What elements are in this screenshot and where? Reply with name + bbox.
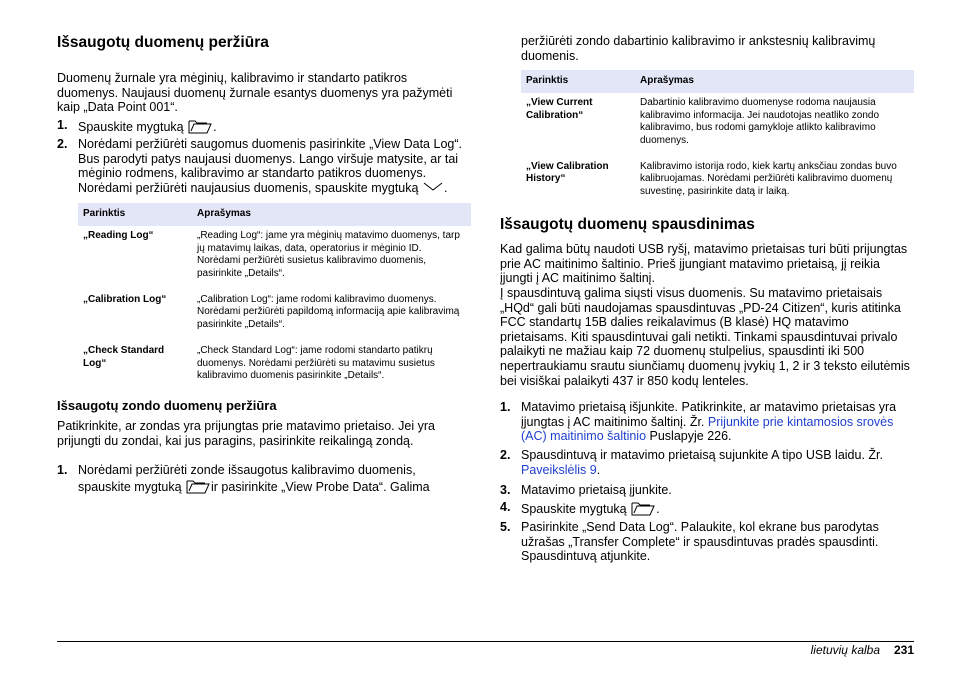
table-row: „View Current Calibration“ Dabartinio kalibravimo duomenyse rodoma naujausia kalibravimo informacija. Jei naudotojas neatliko zondo kalibravimo, bus rodomi gamykloje atlikto kalibravimo duomenys. <box>526 97 880 146</box>
footer-divider <box>57 641 914 642</box>
table-row: „Calibration Log“ „Calibration Log“: jame rodomi kalibravimo duomenys. Norėdami peržiūrėti papildomą informaciją apie kalibravimą pasirinkite „Details“. <box>83 294 460 330</box>
figure-9-link[interactable]: Paveikslėlis 9 <box>521 462 597 477</box>
print-step-3: 3. Matavimo prietaisą įjunkite. <box>500 483 672 497</box>
section-heading-probe: Išsaugotų zondo duomenų peržiūra <box>57 398 277 413</box>
table-row: „View Calibration History“ Kalibravimo istorija rodo, kiek kartų anksčiau zondas buvo kalibruojamas. Norėdami peržiūrėti kalibravimo duomenų suvestinę, pasirinkite datą ir laiką. <box>526 161 897 197</box>
log-options-table <box>78 203 471 387</box>
table-row: „Check Standard Log“ „Check Standard Log“: jame rodomi standarto patikrų duomenys. Norėdami peržiūrėti su matavimu susietus kalibravimo duomenis pasirinkite „Details“. <box>83 345 435 382</box>
review-paragraph: Duomenų žurnale yra mėginių, kalibravimo ir standarto patikros duomenys. Naujausi duomenų žurnale esantys duomenys yra pažymėti kaip „Data Point 001“. <box>57 71 453 115</box>
print-step-4: 4. Spauskite mygtuką . <box>500 500 660 516</box>
section-heading-print: Išsaugotų duomenų spausdinimas <box>500 216 755 233</box>
table-header-description: Aprašymas <box>635 70 914 93</box>
probe-options-table <box>521 70 914 203</box>
ac-power-link[interactable]: Prijunkite prie kintamosios srovės (AC) maitinimo šaltinio <box>521 414 894 444</box>
probe-step-1: 1. Norėdami peržiūrėti zonde išsaugotus kalibravimo duomenis, spauskite mygtuką ir pasirinkite „View Probe Data“. Galima <box>57 463 430 494</box>
probe-paragraph: Patikrinkite, ar zondas yra prijungtas prie matavimo prietaiso. Jei yra prijungti du zondai, kai jus paragins, pasirinkite reikalingą zondą. <box>57 419 435 448</box>
page-number: 231 <box>893 643 914 657</box>
probe-continuation: peržiūrėti zondo dabartinio kalibravimo ir ankstesnių kalibravimų duomenis. <box>521 34 876 63</box>
table-header-description: Aprašymas <box>192 203 471 226</box>
folder-icon <box>188 118 212 134</box>
print-step-1: 1. Matavimo prietaisą išjunkite. Patikrinkite, ar matavimo prietaisas yra įjungtas į AC maitinimo šaltinį. Žr. Prijunkite prie kintamosios srovės (AC) maitinimo šaltinio Puslapyje 226. <box>500 400 897 444</box>
review-step-1: 1. Spauskite mygtuką . <box>57 118 217 134</box>
print-step-2: 2. Spausdintuvą ir matavimo prietaisą sujunkite A tipo USB laidu. Žr. Paveikslėlis 9. <box>500 448 883 477</box>
section-heading-review: Išsaugotų duomenų peržiūra <box>57 34 269 51</box>
folder-icon <box>631 500 655 516</box>
review-step-2: 2. Norėdami peržiūrėti saugomus duomenis pasirinkite „View Data Log“. Bus parodyti patys naujausi duomenys. Lango viršuje matysite, ar tai mėginio rodmens, kalibravimo ar standarto patikros duomenys. Norėdami peržiūrėti naujausius duomenis, spauskite mygtuką . <box>57 137 462 195</box>
table-header-option: Parinktis <box>78 203 192 226</box>
print-paragraph-1: Kad galima būtų naudoti USB ryšį, matavimo prietaisas turi būti prijungtas prie AC maitinimo šaltinio. Prieš įjungiant matavimo prietaisą, jį reikia įjungti į AC maitinimo šaltinį. <box>500 242 908 286</box>
chevron-down-icon <box>423 182 443 191</box>
folder-icon <box>186 478 210 494</box>
print-step-5: 5. Pasirinkite „Send Data Log“. Palaukite, kol ekrane bus parodytas užrašas „Transfer Complete“ ir spausdintuvas pradės spausdinti. Spausdintuvą atjunkite. <box>500 520 879 564</box>
table-header-option: Parinktis <box>521 70 635 93</box>
print-paragraph-2: Į spausdintuvą galima siųsti visus duomenis. Su matavimo prietaisais „HQd“ gali būti naudojamas spausdintuvas „PD-24 Citizen“, kuris atitinka FCC standartų 15B dalies reikalavimus (B klasė) HQ matavimo prietaisams. Kiti spausdintuvai gali netikti. Tinkami spausdintuvai privalo palaikyti ne mažiau kaip 72 duomenų stulpelius, spausdinti iki 500 nepertraukiamu srautu siunčiamų duomenų įvykių 1, 2 ir 3 teksto eilutėmis bei visiškai palaikyti 437 ir 850 kodų lenteles. <box>500 286 910 388</box>
footer-language: lietuvių kalba <box>810 643 880 657</box>
table-row: „Reading Log“ „Reading Log“: jame yra mėginių matavimo duomenys, tarp jų matavimų laikas, data, operatorius ir mėginio ID. Norėdami peržiūrėti susietus kalibravimo duomenis, pasirinkite „Details“. <box>83 230 460 279</box>
